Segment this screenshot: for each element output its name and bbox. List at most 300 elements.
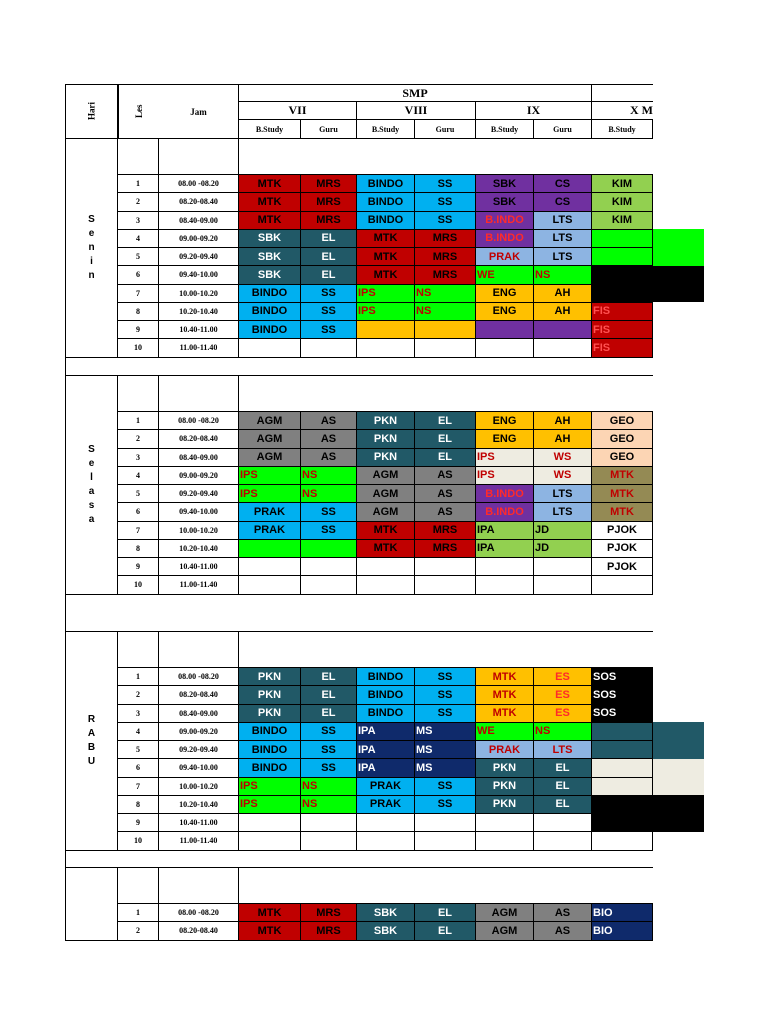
spacer-jam: [159, 632, 239, 668]
day-letter: A: [87, 727, 96, 739]
subject-cell: WS: [534, 467, 592, 485]
subject-cell: LTS: [534, 230, 592, 248]
subject-cell: MTK: [357, 230, 415, 248]
subject-cell: [301, 339, 357, 357]
subject-cell: [415, 832, 476, 850]
header-hari: Hari: [65, 84, 118, 139]
subject-cell: SBK: [357, 922, 415, 940]
jam-cell: 08.20-08.40: [159, 922, 239, 940]
subject-cell: ES: [534, 668, 592, 686]
subject-cell: BIO: [592, 922, 653, 940]
subject-cell: [534, 339, 592, 357]
subject-cell: BINDO: [357, 705, 415, 723]
day-label-1: [65, 139, 118, 358]
subject-cell: MS: [415, 723, 476, 741]
subject-cell: IPS: [357, 285, 415, 303]
header-school-right: [592, 84, 653, 102]
subject-cell: EL: [301, 705, 357, 723]
spacer-les: [118, 376, 159, 412]
les-cell: 2: [118, 686, 159, 704]
subject-cell: BINDO: [357, 193, 415, 211]
subject-cell: PKN: [476, 778, 534, 796]
subject-cell: BIO: [592, 904, 653, 922]
jam-cell: 09.40-10.00: [159, 759, 239, 777]
subject-cell: SS: [301, 285, 357, 303]
subject-cell: SBK: [357, 904, 415, 922]
day-letter: n: [88, 241, 95, 253]
day-letter: a: [88, 513, 95, 525]
les-cell: 1: [118, 904, 159, 922]
subject-cell: AGM: [239, 412, 301, 430]
subject-cell: SBK: [476, 175, 534, 193]
subject-cell: LTS: [534, 503, 592, 521]
les-cell: 6: [118, 503, 159, 521]
subhead-1: Guru: [301, 120, 357, 139]
subject-cell: [534, 576, 592, 594]
jam-cell: 10.00-10.20: [159, 285, 239, 303]
day-letter: l: [90, 471, 93, 483]
subject-cell: MTK: [592, 503, 653, 521]
subject-cell: [415, 339, 476, 357]
subject-cell: NS: [415, 285, 476, 303]
subject-cell: PJOK: [592, 540, 653, 558]
subject-cell: [476, 576, 534, 594]
overflow-fill: [653, 722, 704, 759]
les-cell: 7: [118, 778, 159, 796]
subject-cell: SBK: [239, 230, 301, 248]
subject-cell: [357, 576, 415, 594]
subject-cell: AS: [415, 485, 476, 503]
subject-cell: B.INDO: [476, 212, 534, 230]
day-letter: S: [88, 443, 95, 455]
subject-cell: [239, 540, 301, 558]
subject-cell: AS: [301, 449, 357, 467]
header-grade-viii: VIII: [357, 102, 476, 120]
subject-cell: MRS: [415, 540, 476, 558]
subject-cell: [239, 558, 301, 576]
overflow-fill: [653, 759, 704, 795]
subject-cell: AH: [534, 303, 592, 321]
les-cell: 10: [118, 339, 159, 357]
subject-cell: MTK: [476, 668, 534, 686]
subject-cell: IPS: [357, 303, 415, 321]
les-cell: 2: [118, 193, 159, 211]
subject-cell: PKN: [239, 668, 301, 686]
subject-cell: ES: [534, 705, 592, 723]
subject-cell: CS: [534, 175, 592, 193]
subject-cell: SS: [415, 212, 476, 230]
subject-cell: ENG: [476, 412, 534, 430]
subject-cell: EL: [415, 449, 476, 467]
subject-cell: [534, 814, 592, 832]
subject-cell: AGM: [239, 449, 301, 467]
jam-cell: 10.00-10.20: [159, 522, 239, 540]
subject-cell: AGM: [476, 904, 534, 922]
day-letter: U: [87, 755, 96, 767]
subject-cell: NS: [534, 723, 592, 741]
subject-cell: AGM: [357, 467, 415, 485]
subject-cell: MTK: [476, 705, 534, 723]
les-cell: 3: [118, 705, 159, 723]
subject-cell: IPS: [239, 485, 301, 503]
subject-cell: ENG: [476, 303, 534, 321]
jam-cell: 10.20-10.40: [159, 796, 239, 814]
subject-cell: JD: [534, 522, 592, 540]
subject-cell: [301, 540, 357, 558]
subhead-4: B.Study: [476, 120, 534, 139]
subject-cell: BINDO: [357, 686, 415, 704]
subject-cell: B.INDO: [476, 503, 534, 521]
subject-cell: [592, 576, 653, 594]
subject-cell: PJOK: [592, 558, 653, 576]
header-grade-vii: VII: [239, 102, 357, 120]
day-label-4: [65, 868, 118, 941]
subject-cell: PKN: [239, 705, 301, 723]
jam-cell: 09.00-09.20: [159, 467, 239, 485]
header-school: SMP: [239, 84, 592, 102]
subject-cell: BINDO: [239, 285, 301, 303]
subject-cell: IPS: [239, 796, 301, 814]
subject-cell: [357, 321, 415, 339]
subject-cell: MTK: [239, 175, 301, 193]
subhead-5: Guru: [534, 120, 592, 139]
spacer-les: [118, 632, 159, 668]
subject-cell: [301, 576, 357, 594]
spacer-jam: [159, 139, 239, 175]
day-letter: R: [87, 713, 96, 725]
subject-cell: KIM: [592, 212, 653, 230]
subject-cell: [592, 832, 653, 850]
subject-cell: LTS: [534, 212, 592, 230]
subject-cell: IPA: [357, 759, 415, 777]
subject-cell: ENG: [476, 430, 534, 448]
subject-cell: AGM: [357, 485, 415, 503]
subject-cell: GEO: [592, 449, 653, 467]
subject-cell: EL: [301, 686, 357, 704]
les-cell: 9: [118, 814, 159, 832]
jam-cell: 08.00 -08.20: [159, 412, 239, 430]
subject-cell: EL: [301, 248, 357, 266]
subject-cell: [357, 558, 415, 576]
subject-cell: MTK: [357, 540, 415, 558]
subject-cell: MRS: [301, 904, 357, 922]
subject-cell: NS: [301, 485, 357, 503]
jam-cell: 10.20-10.40: [159, 540, 239, 558]
subject-cell: [476, 321, 534, 339]
subject-cell: MTK: [357, 522, 415, 540]
les-cell: 2: [118, 922, 159, 940]
subject-cell: IPA: [476, 540, 534, 558]
spacer-main: [239, 376, 653, 412]
subject-cell: [239, 339, 301, 357]
les-cell: 2: [118, 430, 159, 448]
subject-cell: [592, 248, 653, 266]
subject-cell: AS: [301, 430, 357, 448]
jam-cell: 08.00 -08.20: [159, 904, 239, 922]
jam-cell: 11.00-11.40: [159, 576, 239, 594]
subject-cell: WE: [476, 266, 534, 284]
subject-cell: EL: [415, 904, 476, 922]
spacer-main: [239, 632, 653, 668]
jam-cell: 10.40-11.00: [159, 814, 239, 832]
subject-cell: ES: [534, 686, 592, 704]
subject-cell: MTK: [239, 193, 301, 211]
subject-cell: MRS: [301, 212, 357, 230]
subject-cell: PRAK: [476, 741, 534, 759]
subject-cell: NS: [301, 796, 357, 814]
jam-cell: 11.00-11.40: [159, 832, 239, 850]
subject-cell: [476, 832, 534, 850]
subject-cell: SS: [301, 723, 357, 741]
header-les: Les: [118, 84, 159, 139]
subject-cell: SS: [301, 303, 357, 321]
subject-cell: [415, 321, 476, 339]
subject-cell: BINDO: [357, 175, 415, 193]
subject-cell: SS: [415, 705, 476, 723]
subject-cell: LTS: [534, 248, 592, 266]
day-label-2: [65, 376, 118, 595]
subject-cell: CS: [534, 193, 592, 211]
spacer-jam: [159, 376, 239, 412]
subject-cell: MTK: [476, 686, 534, 704]
subject-cell: AGM: [476, 922, 534, 940]
day-label-3: [65, 632, 118, 851]
subject-cell: FIS: [592, 303, 653, 321]
subject-cell: BINDO: [357, 668, 415, 686]
jam-cell: 09.20-09.40: [159, 248, 239, 266]
subject-cell: [239, 832, 301, 850]
subject-cell: ENG: [476, 285, 534, 303]
subject-cell: [534, 832, 592, 850]
subject-cell: SOS: [592, 705, 653, 723]
subject-cell: IPA: [357, 723, 415, 741]
subject-cell: [239, 576, 301, 594]
subject-cell: BINDO: [239, 759, 301, 777]
subject-cell: MS: [415, 759, 476, 777]
day-letter: B: [87, 741, 96, 753]
subject-cell: NS: [534, 266, 592, 284]
subject-cell: MRS: [301, 193, 357, 211]
subject-cell: [415, 576, 476, 594]
subject-cell: EL: [415, 922, 476, 940]
subject-cell: EL: [415, 412, 476, 430]
subject-cell: MTK: [592, 485, 653, 503]
subject-cell: PRAK: [239, 503, 301, 521]
subject-cell: BINDO: [239, 303, 301, 321]
subject-cell: B.INDO: [476, 230, 534, 248]
les-cell: 7: [118, 522, 159, 540]
day-letter: a: [88, 485, 95, 497]
subject-cell: [592, 266, 653, 284]
header-grade-x: X M: [592, 102, 653, 120]
spacer-les: [118, 139, 159, 175]
subhead-3: Guru: [415, 120, 476, 139]
les-cell: 1: [118, 175, 159, 193]
overflow-fill: [653, 795, 704, 832]
subject-cell: PRAK: [357, 796, 415, 814]
les-cell: 5: [118, 485, 159, 503]
subject-cell: MRS: [415, 266, 476, 284]
subject-cell: [357, 339, 415, 357]
subject-cell: SOS: [592, 686, 653, 704]
les-cell: 8: [118, 540, 159, 558]
subject-cell: SBK: [476, 193, 534, 211]
day-letter: s: [88, 499, 95, 511]
subject-cell: FIS: [592, 339, 653, 357]
subhead-6: B.Study: [592, 120, 653, 139]
subject-cell: AS: [534, 922, 592, 940]
subject-cell: IPS: [239, 467, 301, 485]
jam-cell: 09.40-10.00: [159, 503, 239, 521]
subject-cell: AS: [415, 503, 476, 521]
les-cell: 1: [118, 668, 159, 686]
subject-cell: IPS: [476, 467, 534, 485]
jam-cell: 09.20-09.40: [159, 741, 239, 759]
subject-cell: AH: [534, 430, 592, 448]
jam-cell: 08.00 -08.20: [159, 668, 239, 686]
subject-cell: PKN: [476, 796, 534, 814]
subject-cell: IPS: [239, 778, 301, 796]
header-jam: Jam: [159, 84, 239, 139]
subject-cell: EL: [301, 668, 357, 686]
subject-cell: PKN: [476, 759, 534, 777]
subject-cell: [357, 814, 415, 832]
les-cell: 10: [118, 832, 159, 850]
separator-row: [65, 595, 653, 633]
les-cell: 4: [118, 230, 159, 248]
subject-cell: SS: [415, 796, 476, 814]
subject-cell: MRS: [301, 922, 357, 940]
subject-cell: KIM: [592, 175, 653, 193]
les-cell: 8: [118, 796, 159, 814]
subject-cell: [592, 814, 653, 832]
subject-cell: GEO: [592, 430, 653, 448]
jam-cell: 08.40-09.00: [159, 705, 239, 723]
spacer-main: [239, 139, 653, 175]
les-cell: 7: [118, 285, 159, 303]
subject-cell: PKN: [357, 430, 415, 448]
subject-cell: MTK: [592, 467, 653, 485]
subhead-0: B.Study: [239, 120, 301, 139]
subject-cell: SOS: [592, 668, 653, 686]
subject-cell: [301, 832, 357, 850]
subject-cell: SS: [301, 759, 357, 777]
jam-cell: 09.00-09.20: [159, 723, 239, 741]
jam-cell: 09.40-10.00: [159, 266, 239, 284]
subject-cell: PRAK: [357, 778, 415, 796]
les-cell: 1: [118, 412, 159, 430]
subject-cell: EL: [534, 778, 592, 796]
subject-cell: MTK: [357, 248, 415, 266]
jam-cell: 08.20-08.40: [159, 686, 239, 704]
subject-cell: SS: [415, 686, 476, 704]
jam-cell: 10.40-11.00: [159, 558, 239, 576]
les-cell: 5: [118, 248, 159, 266]
jam-cell: 09.00-09.20: [159, 230, 239, 248]
subject-cell: LTS: [534, 741, 592, 759]
subject-cell: [592, 759, 653, 777]
subject-cell: IPA: [476, 522, 534, 540]
subject-cell: SBK: [239, 248, 301, 266]
les-cell: 5: [118, 741, 159, 759]
les-cell: 3: [118, 212, 159, 230]
subject-cell: EL: [301, 230, 357, 248]
les-cell: 4: [118, 723, 159, 741]
subject-cell: NS: [301, 778, 357, 796]
subject-cell: BINDO: [239, 741, 301, 759]
les-cell: 10: [118, 576, 159, 594]
jam-cell: 09.20-09.40: [159, 485, 239, 503]
day-letter: i: [90, 255, 93, 267]
subject-cell: [592, 741, 653, 759]
day-letter: e: [88, 227, 95, 239]
spacer-main: [239, 868, 653, 904]
jam-cell: 08.40-09.00: [159, 212, 239, 230]
jam-cell: 08.20-08.40: [159, 193, 239, 211]
subject-cell: [592, 796, 653, 814]
subject-cell: SS: [301, 741, 357, 759]
les-cell: 6: [118, 266, 159, 284]
subject-cell: AH: [534, 285, 592, 303]
subject-cell: PKN: [357, 412, 415, 430]
day-letter: n: [88, 269, 95, 281]
separator-row: [65, 358, 653, 377]
header-grade-ix: IX: [476, 102, 592, 120]
jam-cell: 11.00-11.40: [159, 339, 239, 357]
subject-cell: [534, 321, 592, 339]
subject-cell: EL: [415, 430, 476, 448]
jam-cell: 10.20-10.40: [159, 303, 239, 321]
subject-cell: AS: [534, 904, 592, 922]
subject-cell: PKN: [357, 449, 415, 467]
subject-cell: SS: [301, 503, 357, 521]
subject-cell: MTK: [239, 904, 301, 922]
subject-cell: [592, 285, 653, 303]
subject-cell: MRS: [415, 522, 476, 540]
subject-cell: NS: [301, 467, 357, 485]
subject-cell: EL: [534, 796, 592, 814]
subject-cell: EL: [534, 759, 592, 777]
subject-cell: BINDO: [239, 321, 301, 339]
les-cell: 9: [118, 558, 159, 576]
subject-cell: MTK: [239, 212, 301, 230]
subject-cell: [239, 814, 301, 832]
subject-cell: [476, 814, 534, 832]
overflow-fill: [653, 266, 704, 302]
subject-cell: SS: [415, 193, 476, 211]
subject-cell: SS: [415, 175, 476, 193]
subject-cell: MTK: [357, 266, 415, 284]
subject-cell: AGM: [239, 430, 301, 448]
subject-cell: MRS: [415, 248, 476, 266]
subject-cell: SBK: [239, 266, 301, 284]
subject-cell: FIS: [592, 321, 653, 339]
subhead-2: B.Study: [357, 120, 415, 139]
subject-cell: AH: [534, 412, 592, 430]
subject-cell: [476, 558, 534, 576]
subject-cell: JD: [534, 540, 592, 558]
subject-cell: B.INDO: [476, 485, 534, 503]
day-letter: e: [88, 457, 95, 469]
les-cell: 9: [118, 321, 159, 339]
jam-cell: 10.40-11.00: [159, 321, 239, 339]
separator-row: [65, 851, 653, 869]
les-cell: 8: [118, 303, 159, 321]
subject-cell: PRAK: [476, 248, 534, 266]
subject-cell: BINDO: [239, 723, 301, 741]
subject-cell: NS: [415, 303, 476, 321]
subject-cell: BINDO: [357, 212, 415, 230]
